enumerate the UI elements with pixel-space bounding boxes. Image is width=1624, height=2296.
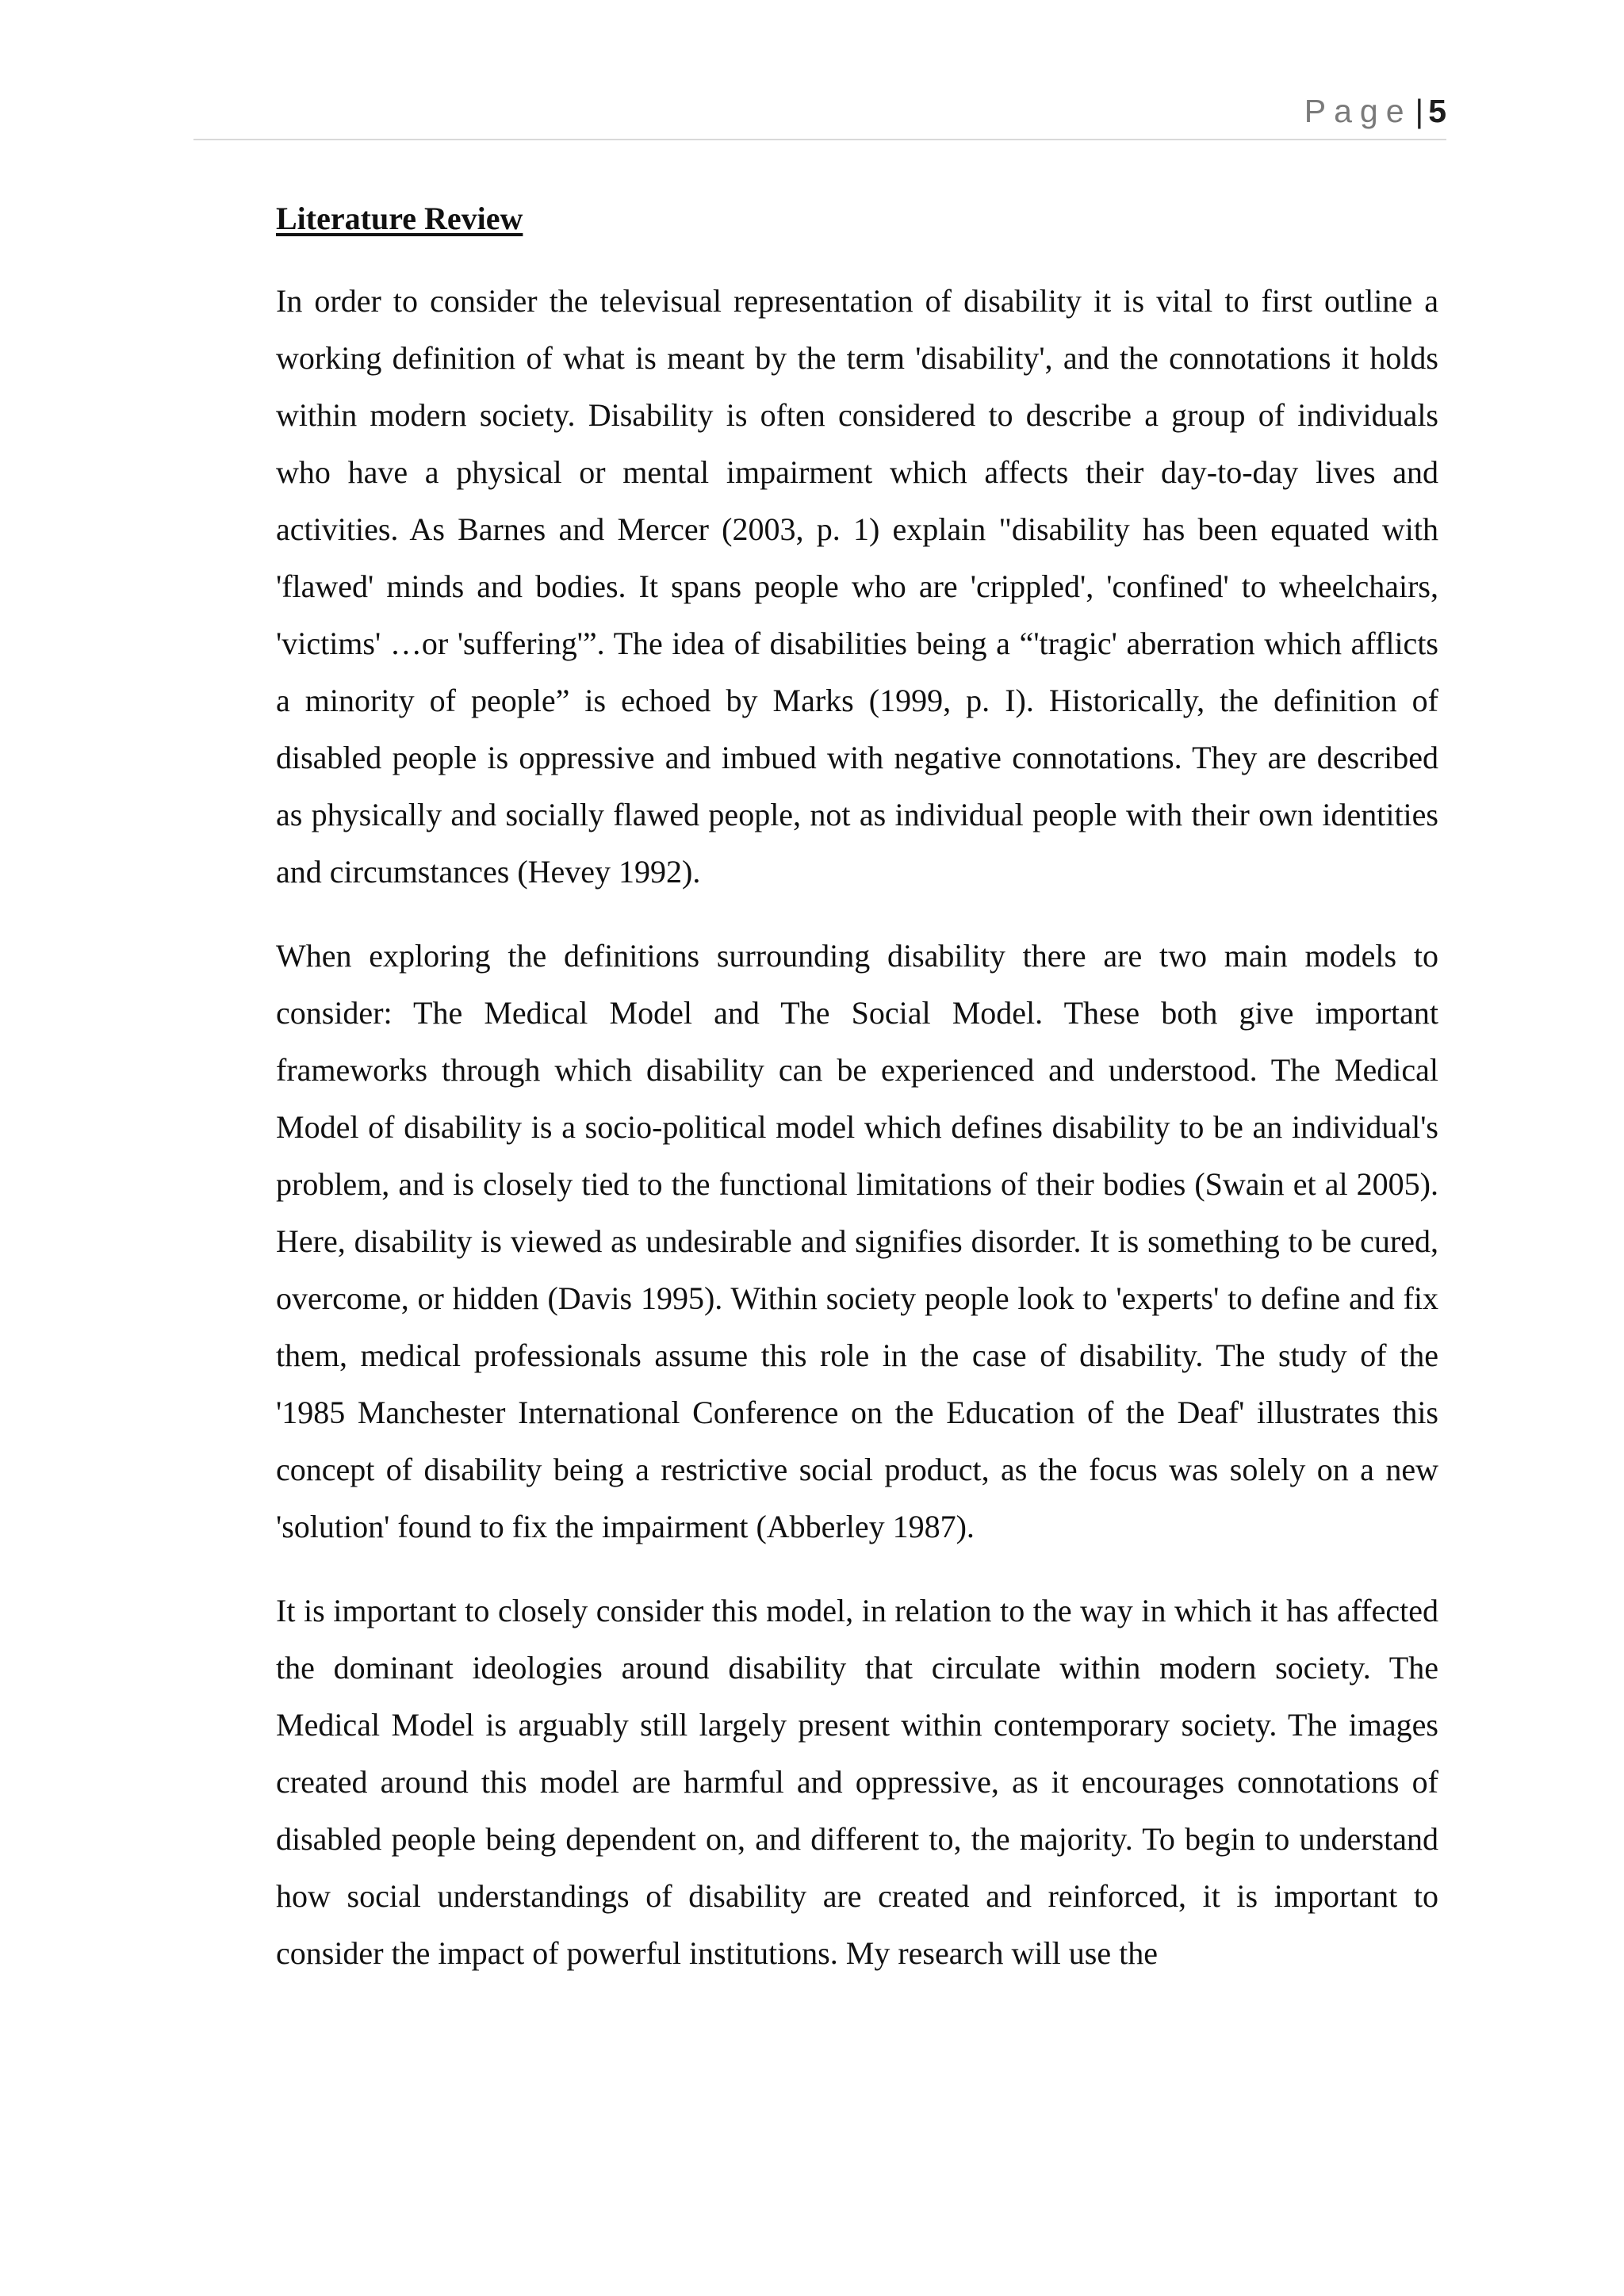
page-number: 5 <box>1428 93 1446 129</box>
body-paragraph-1: In order to consider the televisual representation of disability it is vital to first outline a working definition of what is meant by the term 'disability', and the connotations it holds within modern society. Disability is often considered to describe a group of individuals who have a physical or mental impairment which affects their day-to-day lives and activities. As Barnes and Mercer (2003, p. 1) explain "disability has been equated with 'flawed' minds and bodies. It spans people who are 'crippled', 'confined' to wheelchairs, 'victims' …or 'suffering'”. The idea of disabilities being a “'tragic' aberration which afflicts a minority of people” is echoed by Marks (1999, p. I). Historically, the definition of disabled people is oppressive and imbued with negative connotations. They are described as physically and socially flawed people, not as individual people with their own identities and circumstances (Hevey 1992). <box>276 283 1438 890</box>
page-separator: | <box>1415 93 1424 129</box>
body-paragraph-3: It is important to closely consider this model, in relation to the way in which it has affected the dominant ideologies around disability that circulate within modern society. The Medical Model is arguably still largely present within contemporary society. The images created around this model are harmful and oppressive, as it encourages connotations of disabled people being dependent on, and different to, the majority. To begin to understand how social understandings of disability are created and reinforced, it is important to consider the impact of powerful institutions. My research will use the <box>276 1593 1438 1971</box>
page-label: Page <box>1304 93 1412 129</box>
document-body <box>276 193 1438 2009</box>
page-header <box>0 89 1446 133</box>
body-paragraph-2: When exploring the definitions surrounding disability there are two main models to consider: The Medical Model and The Social Model. These both give important frameworks through which disability can be experienced and understood. The Medical Model of disability is a socio-political model which defines disability to be an individual's problem, and is closely tied to the functional limitations of their bodies (Swain et al 2005). Here, disability is viewed as undesirable and signifies disorder. It is something to be cured, overcome, or hidden (Davis 1995). Within society people look to 'experts' to define and fix them, medical professionals assume this role in the case of disability. The study of the '1985 Manchester International Conference on the Education of the Deaf' illustrates this concept of disability being a restrictive social product, as the focus was solely on a new 'solution' found to fix the impairment (Abberley 1987). <box>276 938 1438 1544</box>
section-heading: Literature Review <box>276 201 523 236</box>
header-divider <box>193 139 1446 140</box>
